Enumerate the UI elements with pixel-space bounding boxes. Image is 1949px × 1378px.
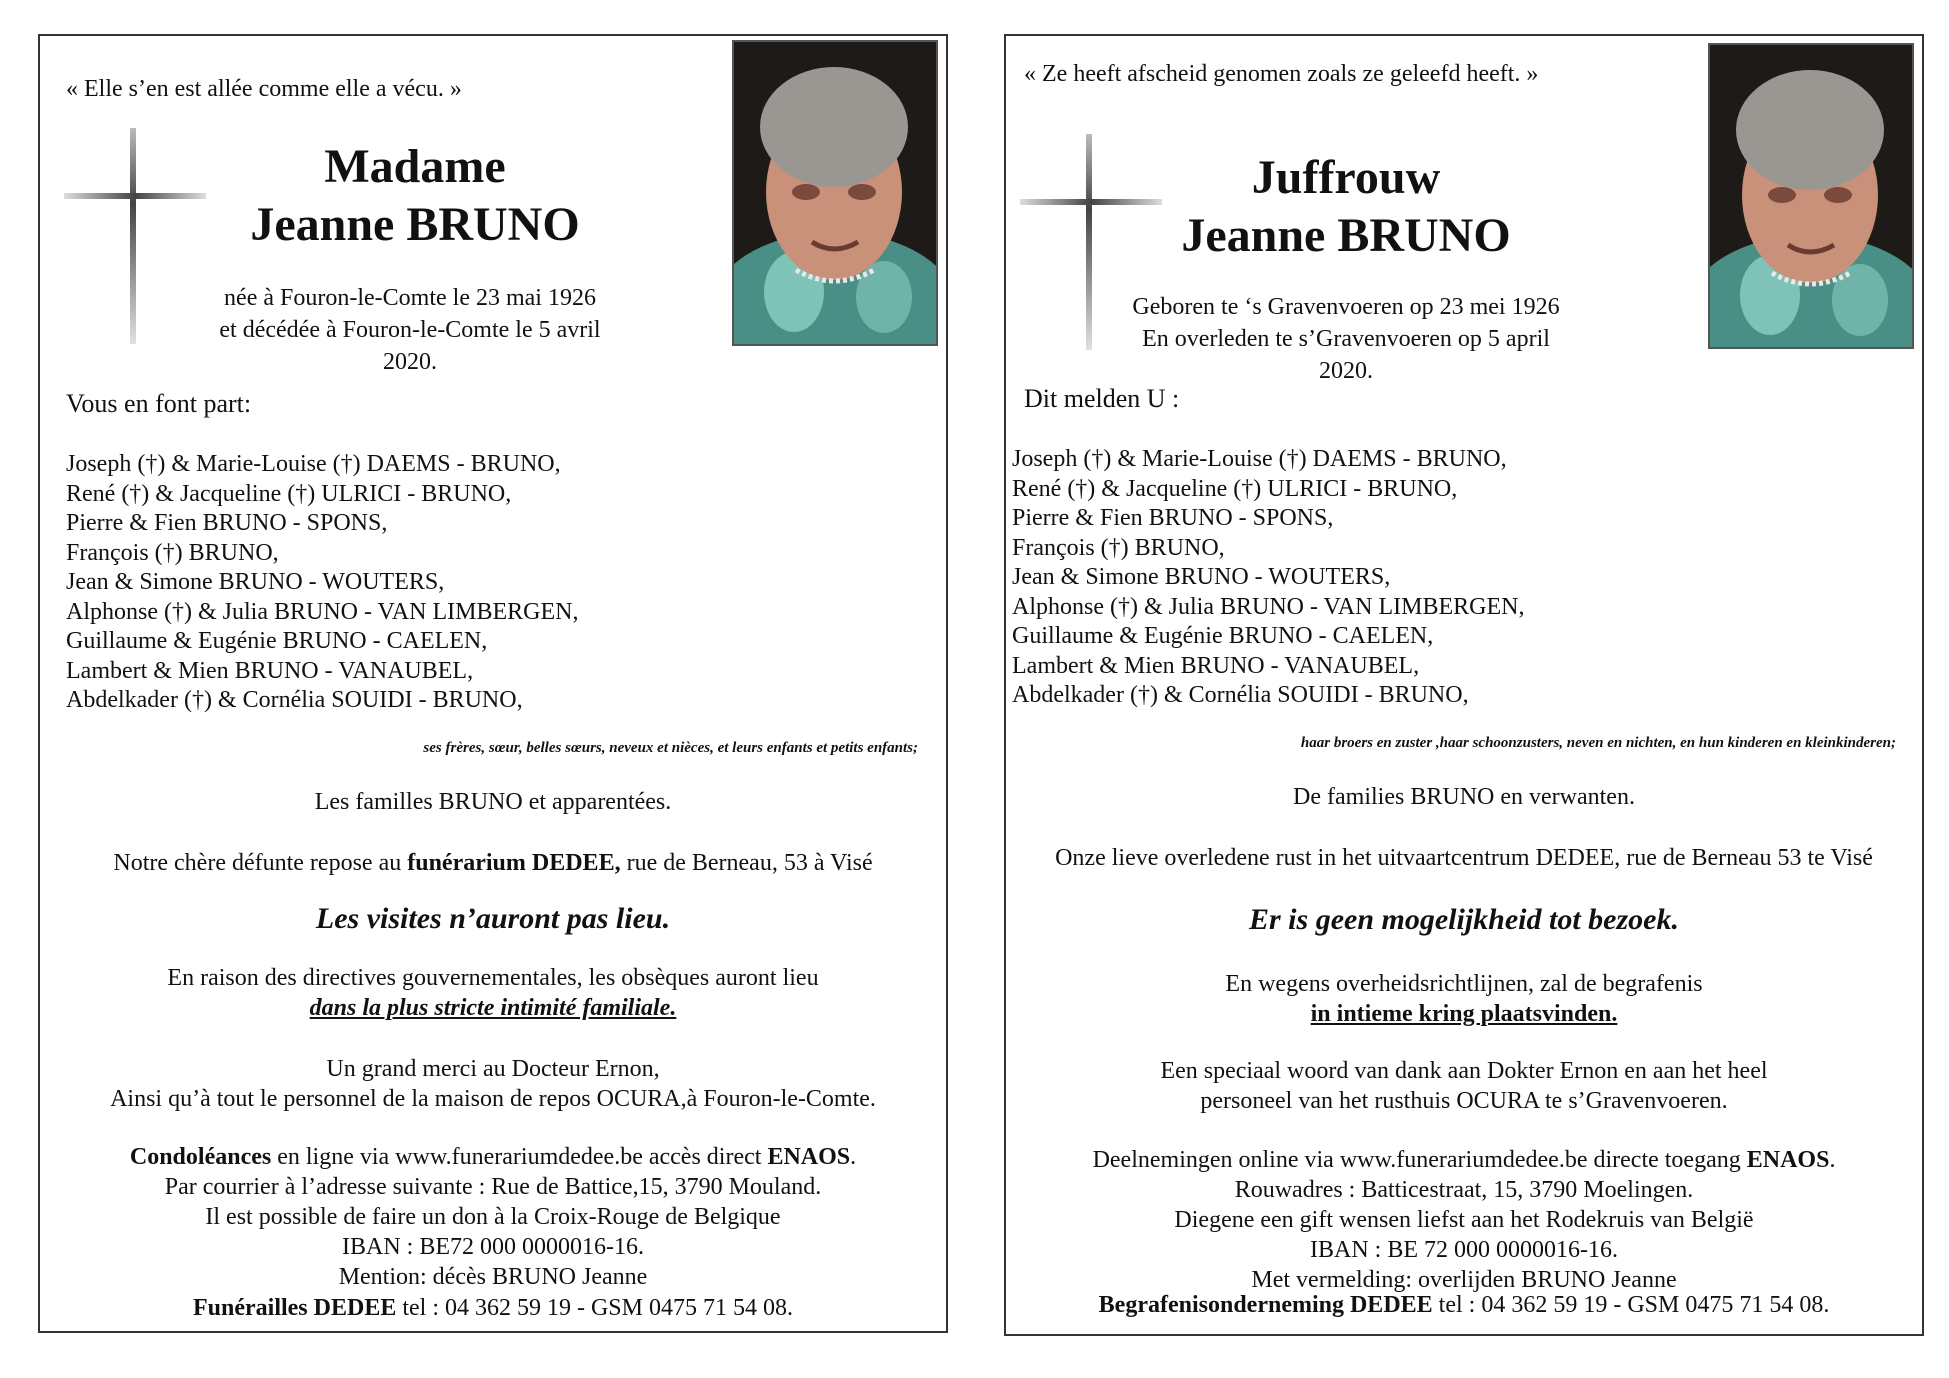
obituary-card-dutch (1004, 34, 1924, 1336)
death-line: et décédée à Fouron-le-Comte le 5 avril 2020. (219, 317, 601, 375)
visits-notice: Er is geen mogelijkheid tot bezoek. (1249, 903, 1679, 936)
donation-line: Diegene een gift wensen liefst aan het Rodekruis van België (1174, 1207, 1754, 1233)
birth-line: née à Fouron-le-Comte le 23 mai 1926 (224, 285, 596, 311)
epigraph-quote: « Elle s’en est allée comme elle a vécu. » (66, 76, 462, 102)
directive-emphasis: in intieme kring plaatsvinden. (1310, 1001, 1618, 1027)
thanks-line: Un grand merci au Docteur Ernon, (326, 1056, 660, 1082)
families-line: De families BRUNO en verwanten. (1293, 784, 1635, 810)
deceased-name: Jeanne BRUNO (1181, 209, 1511, 262)
family-member: Joseph (†) & Marie-Louise (†) DAEMS - BRUNO, (1012, 446, 1507, 472)
condolences-text: Deelnemingen online via www.funerariumdedee.be directe toegang (1092, 1147, 1747, 1173)
portrait-photo (1708, 43, 1914, 349)
iban-line: IBAN : BE 72 000 0000016-16. (1310, 1237, 1618, 1263)
family-member: Guillaume & Eugénie BRUNO - CAELEN, (66, 628, 488, 654)
deceased-name: Jeanne BRUNO (250, 198, 580, 251)
birth-death-dates (1126, 291, 1566, 387)
relatives-note: ses frères, sœur, belles sœurs, neveux et nièces, et leurs enfants et petits enfants; (423, 740, 918, 756)
deceased-title (1146, 149, 1546, 265)
title-honorific: Juffrouw (1251, 151, 1441, 204)
condolences-label: Condoléances (129, 1144, 272, 1170)
family-member: François (†) BRUNO, (66, 539, 279, 566)
visits-notice: Les visites n’auront pas lieu. (315, 902, 671, 935)
epigraph-quote: « Ze heeft afscheid genomen zoals ze geleefd heeft. » (1024, 61, 1539, 87)
funeral-home-footer (40, 1293, 946, 1323)
family-member: René (†) & Jacqueline (†) ULRICI - BRUNO, (1012, 475, 1458, 502)
thanks-line: personeel van het rusthuis OCURA te s’Gravenvoeren. (1200, 1088, 1728, 1114)
family-member: Alphonse (†) & Julia BRUNO - VAN LIMBERGEN, (66, 598, 579, 625)
directives-paragraph (1006, 969, 1922, 1029)
family-member: Pierre & Fien BRUNO - SPONS, (66, 510, 388, 536)
family-member: Alphonse (†) & Julia BRUNO - VAN LIMBERGEN, (1012, 593, 1525, 620)
family-member: François (†) BRUNO, (1012, 534, 1225, 561)
condolences-text: en ligne via www.funerariumdedee.be accès direct (271, 1144, 768, 1170)
family-list (66, 450, 578, 716)
family-member: Jean & Simone BRUNO - WOUTERS, (1012, 564, 1391, 590)
rest-text: Notre chère défunte repose au (113, 850, 408, 876)
family-member: Guillaume & Eugénie BRUNO - CAELEN, (1012, 623, 1434, 649)
condolences-line (40, 1142, 946, 1172)
mention-line: Mention: décès BRUNO Jeanne (338, 1264, 648, 1290)
death-line: En overleden te s’Gravenvoeren op 5 april 2020. (1142, 326, 1550, 384)
birth-death-dates (190, 282, 630, 378)
announcement-heading: Vous en font part: (66, 389, 252, 418)
iban-line: IBAN : BE72 000 0000016-16. (342, 1234, 644, 1260)
punctuation: . (850, 1144, 857, 1170)
funeral-home-label: Begrafenisonderneming DEDEE (1098, 1292, 1433, 1318)
funeral-home-footer (1006, 1290, 1922, 1320)
contact-numbers: tel : 04 362 59 19 - GSM 0475 71 54 08. (1432, 1292, 1830, 1318)
family-member: Jean & Simone BRUNO - WOUTERS, (66, 569, 445, 595)
condolences-paragraph (40, 1142, 946, 1292)
rest-location: Onze lieve overledene rust in het uitvaartcentrum DEDEE, rue de Berneau 53 te Visé (1055, 845, 1873, 871)
family-member: Lambert & Mien BRUNO - VANAUBEL, (66, 657, 474, 684)
punctuation: . (1829, 1147, 1836, 1173)
announcement-heading: Dit melden U : (1024, 384, 1180, 413)
thanks-paragraph (40, 1054, 946, 1114)
family-member: Joseph (†) & Marie-Louise (†) DAEMS - BRUNO, (66, 451, 561, 477)
obituary-card-french (38, 34, 948, 1333)
directive-line: En raison des directives gouvernementales, les obsèques auront lieu (167, 965, 819, 991)
family-member: Abdelkader (†) & Cornélia SOUIDI - BRUNO, (1012, 682, 1469, 708)
donation-line: Il est possible de faire un don à la Croix-Rouge de Belgique (205, 1204, 781, 1230)
mention-line: Met vermelding: overlijden BRUNO Jeanne (1251, 1267, 1677, 1293)
contact-numbers: tel : 04 362 59 19 - GSM 0475 71 54 08. (396, 1295, 793, 1321)
thanks-paragraph (1006, 1056, 1922, 1116)
relatives-note: haar broers en zuster ,haar schoonzusters, neven en nichten, en hun kinderen en kleinkinderen; (1300, 735, 1896, 751)
access-code: ENAOS (1746, 1147, 1830, 1173)
thanks-line: Ainsi qu’à tout le personnel de la maison de repos OCURA,à Fouron-le-Comte. (110, 1086, 876, 1112)
mail-address: Rouwadres : Batticestraat, 15, 3790 Moelingen. (1234, 1177, 1694, 1203)
rest-address: rue de Berneau, 53 à Visé (620, 850, 873, 876)
access-code: ENAOS (767, 1144, 851, 1170)
family-member: Lambert & Mien BRUNO - VANAUBEL, (1012, 652, 1420, 679)
mail-address: Par courrier à l’adresse suivante : Rue de Battice,15, 3790 Mouland. (164, 1174, 822, 1200)
directive-emphasis: dans la plus stricte intimité familiale. (309, 995, 677, 1021)
thanks-line: Een speciaal woord van dank aan Dokter Ernon en aan het heel (1160, 1058, 1768, 1084)
family-member: Abdelkader (†) & Cornélia SOUIDI - BRUNO, (66, 687, 523, 713)
condolences-line (1006, 1145, 1922, 1175)
directive-line: En wegens overheidsrichtlijnen, zal de begrafenis (1225, 971, 1703, 997)
title-honorific: Madame (324, 140, 506, 193)
family-member: René (†) & Jacqueline (†) ULRICI - BRUNO, (66, 480, 512, 507)
funeral-home-name: funérarium DEDEE, (407, 850, 621, 876)
funeral-home-label: Funérailles DEDEE (192, 1295, 397, 1321)
family-list (1012, 445, 1524, 711)
families-line: Les familles BRUNO et apparentées. (314, 789, 672, 815)
family-member: Pierre & Fien BRUNO - SPONS, (1012, 505, 1334, 531)
rest-location (40, 848, 946, 878)
cross-icon (64, 128, 206, 344)
birth-line: Geboren te ‘s Gravenvoeren op 23 mei 1926 (1132, 294, 1560, 320)
condolences-paragraph (1006, 1145, 1922, 1295)
deceased-title (200, 138, 630, 254)
portrait-photo (732, 40, 938, 346)
directives-paragraph (40, 963, 946, 1023)
